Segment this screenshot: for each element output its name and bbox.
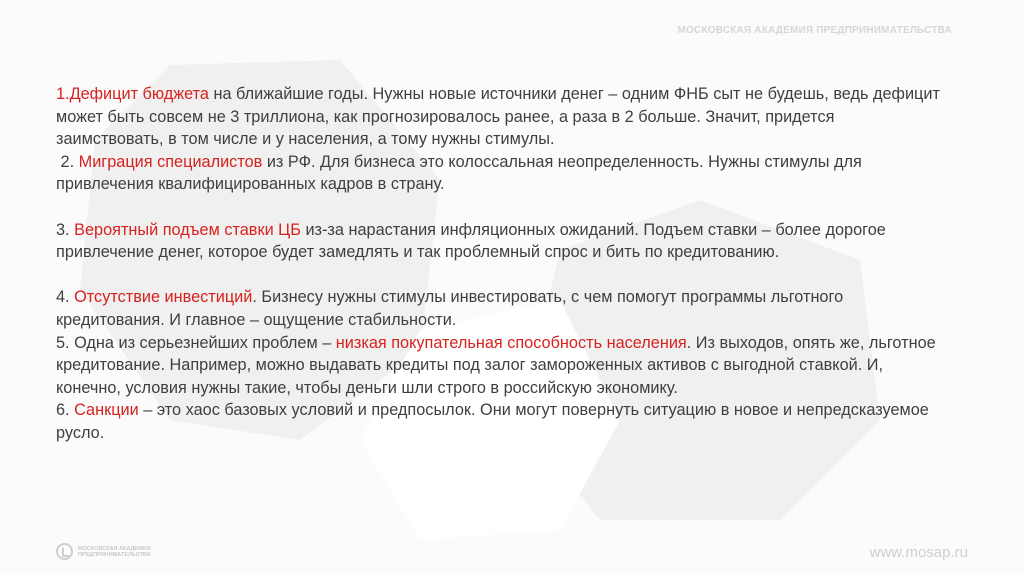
- footer-logo: [56, 543, 158, 560]
- point-4-prefix: 4.: [56, 288, 75, 307]
- academy-logo-icon: [56, 543, 73, 560]
- point-3: [56, 219, 946, 264]
- point-4: [56, 286, 946, 331]
- point-5-prefix: 5. Одна из серьезнейших проблем –: [56, 333, 336, 352]
- point-5-highlight: низкая покупательная способность населения: [335, 333, 687, 352]
- point-2-text: из РФ. Для бизнеса это колоссальная неопределенность. Нужны стимулы для привлечения квалифицированных кадров в страну.: [56, 152, 862, 194]
- point-1-highlight: 1.Дефицит бюджета: [56, 85, 209, 103]
- logo-line-2: ПРЕДПРИНИМАТЕЛЬСТВА: [78, 551, 151, 558]
- footer-url[interactable]: www.mosap.ru: [869, 544, 968, 561]
- point-3-highlight: Вероятный подъем ставки ЦБ: [74, 220, 301, 239]
- point-3-text: из-за нарастания инфляционных ожиданий. Подъем ставки – более дорогое привлечение денег, которое будет замедлять и так проблемный спрос и бить по кредитованию.: [56, 220, 886, 262]
- point-6-text: – это хаос базовых условий и предпосылок. Они могут повернуть ситуацию в новое и непредсказуемое русло.: [56, 401, 929, 442]
- spacer: [56, 196, 946, 219]
- point-2-highlight: Миграция специалистов: [78, 152, 263, 171]
- point-6-highlight: Санкции: [74, 401, 139, 420]
- header-org-name: МОСКОВСКАЯ АКАДЕМИЯ ПРЕДПРИНИМАТЕЛЬСТВА: [677, 25, 952, 36]
- logo-line-1: МОСКОВСКАЯ АКАДЕМИЯ: [78, 545, 151, 552]
- logo-text: [78, 546, 158, 558]
- point-2-prefix: 2.: [56, 152, 79, 171]
- point-4-text: . Бизнесу нужны стимулы инвестировать, с чем помогут программы льготного кредитования. И главное – ощущение стабильности.: [56, 288, 844, 329]
- point-2: [56, 151, 946, 196]
- point-6-prefix: 6.: [56, 401, 75, 420]
- point-3-prefix: 3.: [56, 220, 75, 239]
- point-5-text: . Из выходов, опять же, льготное кредитование. Например, можно выдавать кредиты под залог замороженных активов с выгодной ставкой. И, конечно, условия нужны такие, чтобы деньги шли строго в российскую экономику.: [56, 333, 936, 397]
- main-text: [56, 83, 946, 445]
- point-1: [56, 83, 946, 151]
- point-6: [56, 399, 946, 444]
- point-5: [56, 332, 946, 400]
- spacer: [56, 264, 946, 287]
- point-1-text: на ближайшие годы. Нужны новые источники денег – одним ФНБ сыт не будешь, ведь дефицит может быть совсем не 3 триллиона, как прогнозировалось ранее, а раза в 2 больше. Значит, придется заимствовать, в том числе и у населения, а тому нужны стимулы.: [56, 85, 940, 149]
- point-4-highlight: Отсутствие инвестиций: [74, 288, 253, 307]
